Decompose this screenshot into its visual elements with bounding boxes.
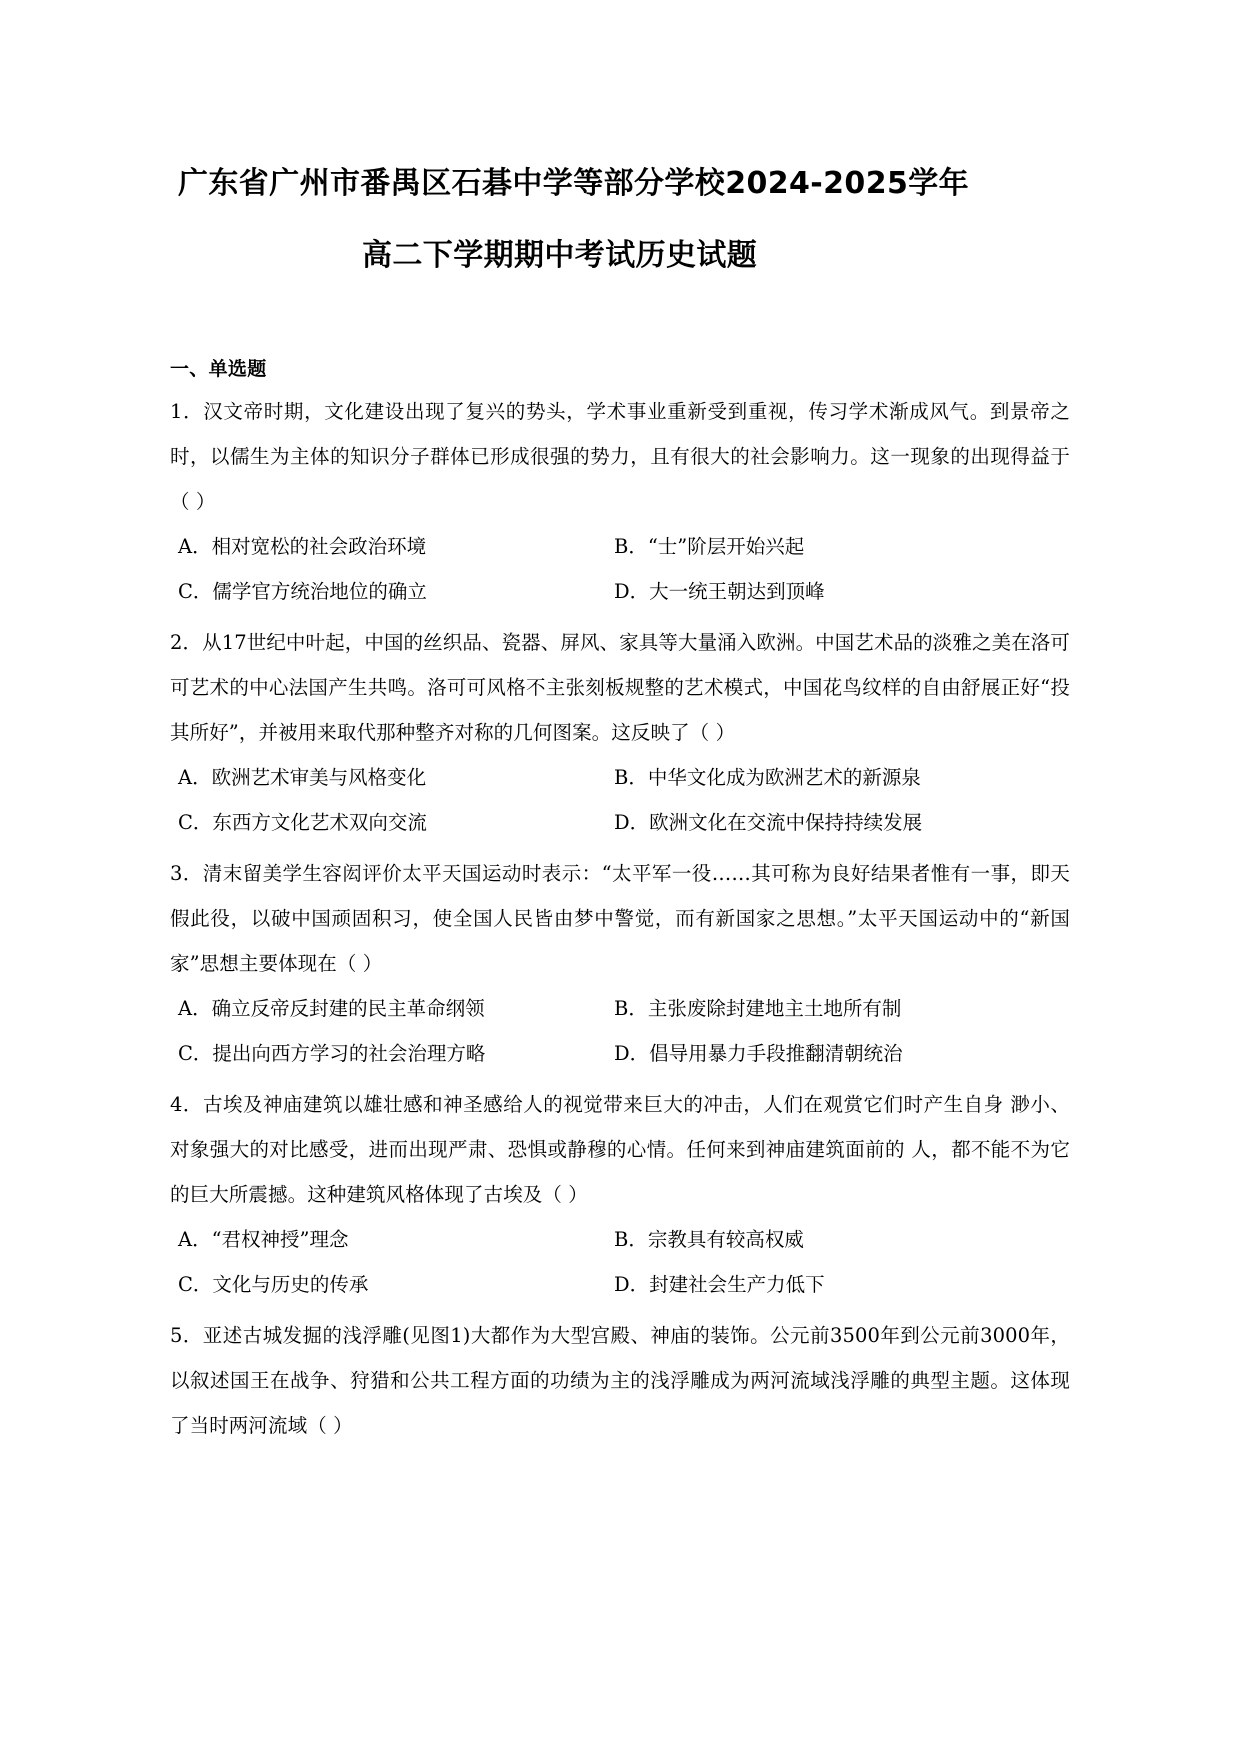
option-row bbox=[170, 755, 1102, 800]
option-d[interactable]: D．大一统王朝达到顶峰 bbox=[614, 580, 825, 603]
question-stem: 2．从17世纪中叶起，中国的丝织品、瓷器、屏风、家具等大量涌入欧洲。中国艺术品的淡雅之美在洛可可艺术的中心法国产生共鸣。洛可可风格不主张刻板规整的艺术模式，中国花鸟纹样的自由舒展正好“投其所好”，并被用来取代那种整齐对称的几何图案。这反映了（ ） bbox=[170, 631, 1070, 744]
question-5 bbox=[170, 1313, 1070, 1448]
question-options bbox=[170, 524, 1102, 614]
question-3 bbox=[170, 851, 1070, 1076]
question-stem: 1．汉文帝时期，文化建设出现了复兴的势头，学术事业重新受到重视，传习学术渐成风气。到景帝之时，以儒生为主体的知识分子群体已形成很强的势力，且有很大的社会影响力。这一现象的出现得益于（ ） bbox=[170, 400, 1070, 513]
question-options bbox=[170, 986, 1102, 1076]
option-d[interactable]: D．欧洲文化在交流中保持持续发展 bbox=[614, 811, 923, 834]
question-stem: 3．清末留美学生容闳评价太平天国运动时表示：“太平军一役……其可称为良好结果者惟有一事，即天假此役，以破中国顽固积习，使全国人民皆由梦中警觉，而有新国家之思想。”太平天国运动中的“新国家”思想主要体现在（ ） bbox=[170, 862, 1070, 975]
option-a[interactable]: A．“君权神授”理念 bbox=[178, 1228, 349, 1251]
page-title-line-2: 高二下学期期中考试历史试题 bbox=[362, 238, 758, 273]
option-c[interactable]: C．儒学官方统治地位的确立 bbox=[178, 580, 427, 603]
question-options bbox=[170, 755, 1102, 845]
page-content bbox=[170, 0, 1070, 1448]
option-row bbox=[170, 986, 1102, 1031]
option-b[interactable]: B．主张废除封建地主土地所有制 bbox=[614, 997, 902, 1020]
option-row bbox=[170, 524, 1102, 569]
page-title-line-1: 广东省广州市番禺区石碁中学等部分学校2024-2025学年 bbox=[178, 166, 970, 201]
option-c[interactable]: C．文化与历史的传承 bbox=[178, 1273, 369, 1296]
option-c[interactable]: C．东西方文化艺术双向交流 bbox=[178, 811, 427, 834]
option-row bbox=[170, 569, 1102, 614]
option-b[interactable]: B．“士”阶层开始兴起 bbox=[614, 535, 805, 558]
section-heading-single-choice: 一、单选题 bbox=[170, 358, 267, 380]
option-d[interactable]: D．倡导用暴力手段推翻清朝统治 bbox=[614, 1042, 903, 1065]
question-stem: 5．亚述古城发掘的浅浮雕(见图1)大都作为大型宫殿、神庙的装饰。公元前3500年到公元前3000年，以叙述国王在战争、狩猎和公共工程方面的功绩为主的浅浮雕成为两河流域浅浮雕的典型主题。这体现了当时两河流域（ ） bbox=[170, 1324, 1070, 1437]
option-a[interactable]: A．欧洲艺术审美与风格变化 bbox=[178, 766, 427, 789]
question-1 bbox=[170, 389, 1070, 614]
option-b[interactable]: B．宗教具有较高权威 bbox=[614, 1228, 804, 1251]
option-c[interactable]: C．提出向西方学习的社会治理方略 bbox=[178, 1042, 486, 1065]
option-row bbox=[170, 1217, 1102, 1262]
question-4 bbox=[170, 1082, 1070, 1307]
question-options bbox=[170, 1217, 1102, 1307]
option-b[interactable]: B．中华文化成为欧洲艺术的新源泉 bbox=[614, 766, 921, 789]
question-stem: 4．古埃及神庙建筑以雄壮感和神圣感给人的视觉带来巨大的冲击，人们在观赏它们时产生自身 渺小、对象强大的对比感受，进而出现严肃、恐惧或静穆的心情。任何来到神庙建筑面前的 人，都不能不为它的巨大所震撼。这种建筑风格体现了古埃及（ ） bbox=[170, 1093, 1070, 1206]
option-a[interactable]: A．确立反帝反封建的民主革命纲领 bbox=[178, 997, 485, 1020]
option-row bbox=[170, 1262, 1102, 1307]
option-row bbox=[170, 1031, 1102, 1076]
option-row bbox=[170, 800, 1102, 845]
question-2 bbox=[170, 620, 1070, 845]
option-d[interactable]: D．封建社会生产力低下 bbox=[614, 1273, 825, 1296]
option-a[interactable]: A．相对宽松的社会政治环境 bbox=[178, 535, 427, 558]
